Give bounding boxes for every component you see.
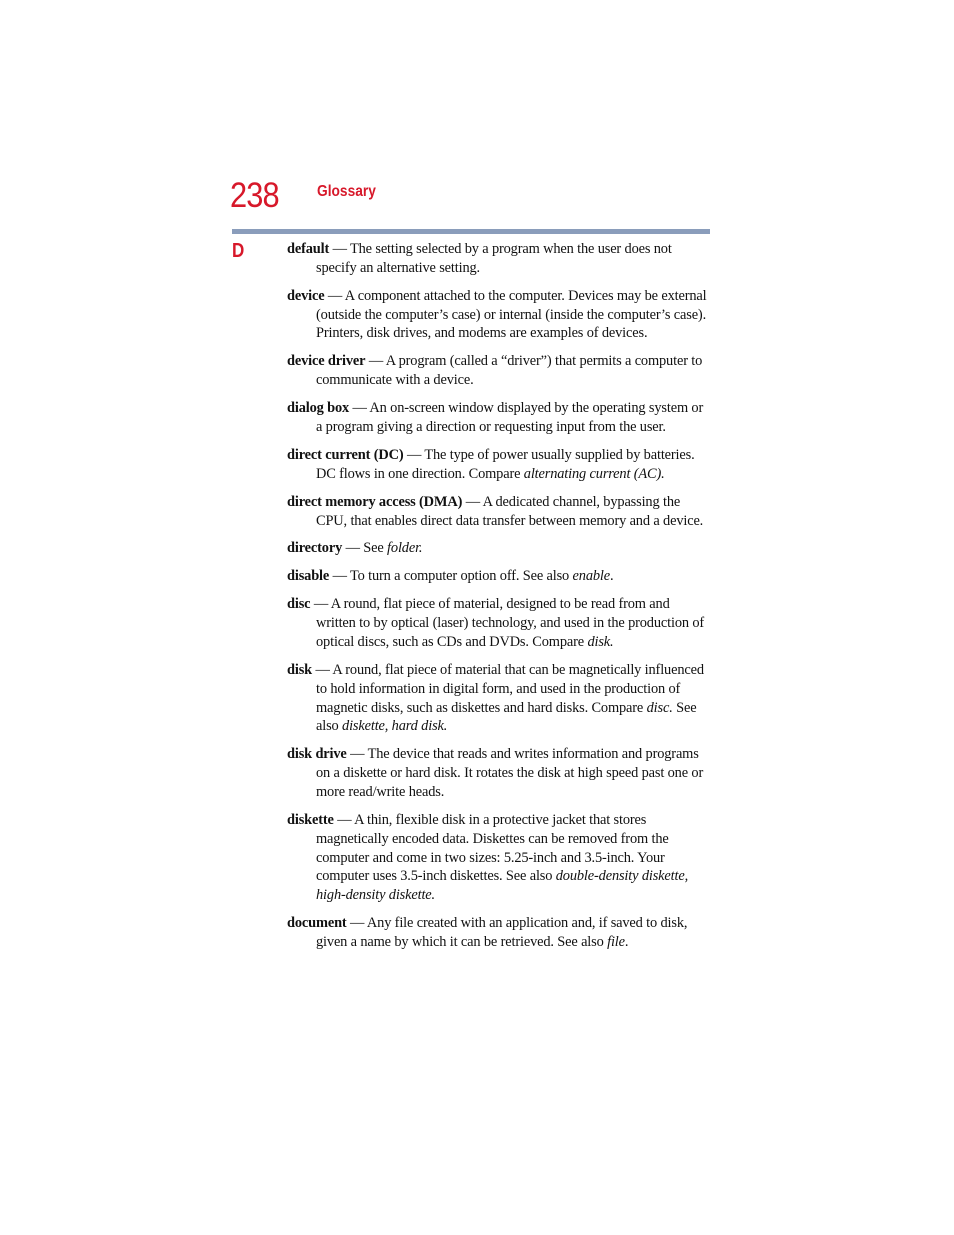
entry-term: disk	[287, 662, 313, 679]
glossary-entry-document	[287, 914, 712, 952]
entry-definition: — Any file created with an application and, if saved to disk, given a name by which it can be retrieved. See also	[316, 915, 688, 950]
glossary-entry-disk	[287, 661, 712, 736]
entry-term: device driver	[287, 353, 366, 370]
glossary-entry-device	[287, 287, 712, 343]
entry-definition: — To turn a computer option off. See also	[329, 568, 573, 585]
entry-definition: — The setting selected by a program when the user does not specify an alternative setting.	[316, 241, 672, 276]
glossary-entry-dma	[287, 493, 712, 531]
glossary-entry-disc	[287, 595, 712, 651]
header-rule	[232, 229, 710, 234]
entry-definition: — See	[342, 540, 388, 557]
entry-cross-reference: folder.	[387, 540, 423, 557]
entry-definition: — A dedicated channel, bypassing the CPU, that enables direct data transfer between memory and a device.	[316, 493, 704, 529]
entry-term: disable	[287, 568, 330, 585]
section-letter: D	[232, 240, 245, 262]
entry-definition: — A thin, flexible disk in a protective jacket that stores magnetically encoded data. Diskettes can be removed from the computer and come in two sizes: 5.25-inch and 3.5-inch. Your computer uses 3.5-inch diskettes. See also	[316, 811, 669, 885]
entry-cross-reference: alternating current (AC).	[523, 465, 665, 482]
entry-term: document	[287, 915, 347, 932]
entry-term: dialog box	[287, 400, 350, 417]
entry-term: direct memory access (DMA)	[287, 493, 463, 510]
entry-definition: — A program (called a “driver”) that permits a computer to communicate with a device.	[316, 353, 703, 389]
entry-definition: — A component attached to the computer. Devices may be external (outside the computer’s case) or internal (inside the computer’s case). Printers, disk drives, and modems are examples of devices.	[316, 287, 707, 342]
glossary-entry-default	[287, 240, 712, 278]
entry-definition: — A round, flat piece of material, designed to be read from and written to by optical (laser) technology, and used in the production of optical discs, such as CDs and DVDs. Compare	[310, 596, 705, 651]
glossary-entry-disable	[287, 567, 712, 586]
entry-cross-reference: diskette, hard disk.	[342, 718, 448, 735]
entry-cross-reference: enable	[572, 568, 611, 585]
entry-cross-reference: double-density diskette, high-density diskette.	[316, 868, 689, 904]
page-number: 238	[230, 176, 279, 215]
entry-term: disk drive	[287, 746, 347, 763]
glossary-entry-disk-drive	[287, 745, 712, 801]
entry-term: device	[287, 287, 325, 304]
entry-mid: See also	[316, 699, 697, 735]
entry-tail: .	[610, 568, 614, 585]
glossary-entries	[287, 240, 712, 961]
entry-cross-reference: disc.	[646, 699, 673, 716]
entry-definition: — The device that reads and writes information and programs on a diskette or hard disk. It rotates the disk at high speed past one or more read/write heads.	[316, 746, 704, 800]
entry-term: default	[287, 241, 330, 257]
glossary-entry-diskette	[287, 811, 712, 905]
entry-cross-reference: file	[607, 933, 625, 950]
glossary-entry-dialog-box	[287, 399, 712, 437]
glossary-entry-directory	[287, 539, 712, 558]
section-title: Glossary	[317, 183, 376, 200]
glossary-entry-direct-current	[287, 446, 712, 484]
entry-definition: — An on-screen window displayed by the operating system or a program giving a direction or requesting input from the user.	[316, 400, 704, 435]
entry-term: disc	[287, 596, 311, 613]
entry-cross-reference: disk.	[587, 634, 614, 651]
entry-term: directory	[287, 540, 343, 557]
entry-term: diskette	[287, 811, 334, 828]
entry-tail: .	[624, 933, 629, 950]
glossary-entry-device-driver	[287, 352, 712, 390]
entry-definition: — A round, flat piece of material that can be magnetically influenced to hold information in digital form, and used in the production of magnetic disks, such as diskettes and hard disks. Compare	[312, 662, 704, 716]
entry-term: direct current (DC)	[287, 446, 404, 463]
entry-definition: — The type of power usually supplied by batteries. DC flows in one direction. Compare	[316, 446, 695, 482]
